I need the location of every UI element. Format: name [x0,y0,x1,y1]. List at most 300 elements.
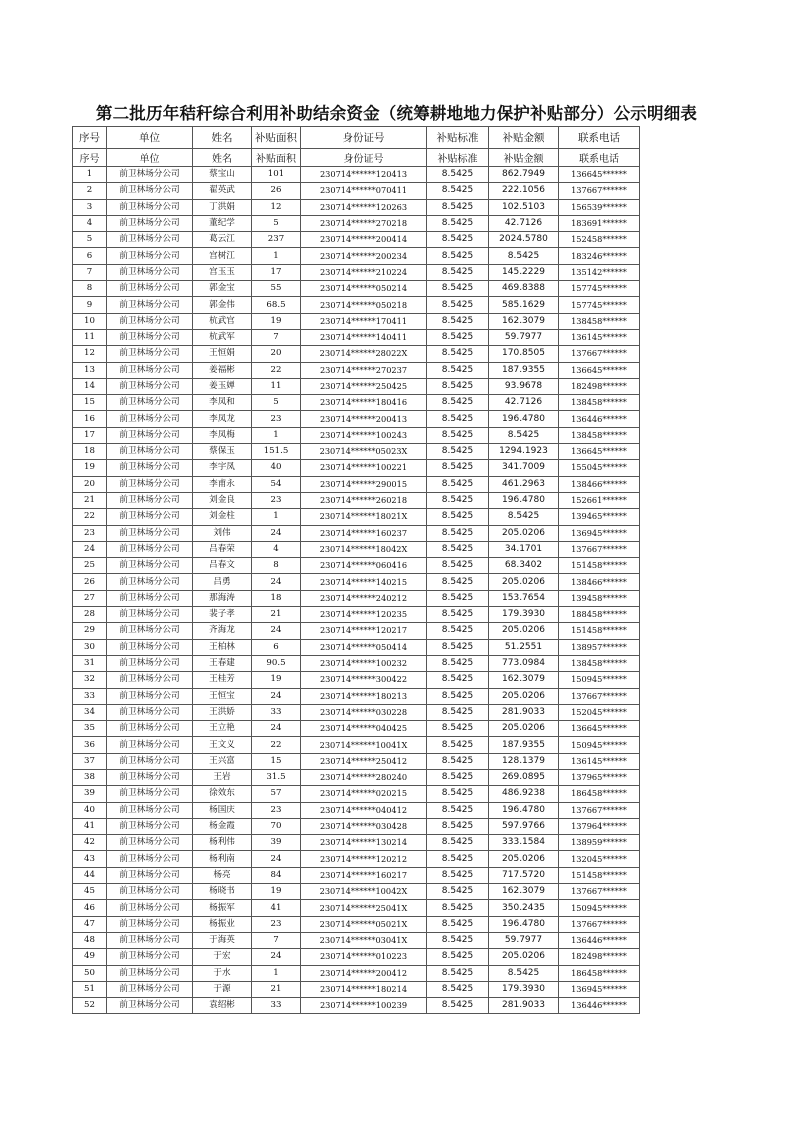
phone-cell: 136446****** [559,411,640,427]
id-number-cell: 230714******18021X [301,509,427,525]
row-number-cell: 17 [73,427,107,443]
standard-cell: 8.5425 [427,867,489,883]
row-number-cell: 4 [73,215,107,231]
table-row [73,981,640,997]
name-cell: 齐海龙 [193,623,252,639]
amount-cell: 773.0984 [489,655,559,671]
table-row [73,655,640,671]
id-number-cell: 230714******120263 [301,199,427,215]
standard-cell: 8.5425 [427,802,489,818]
id-number-cell: 230714******050214 [301,281,427,297]
name-cell: 李凤梅 [193,427,252,443]
row-number-cell: 18 [73,444,107,460]
name-cell: 于宏 [193,949,252,965]
unit-cell: 前卫林场分公司 [107,346,193,362]
area-cell: 26 [252,183,301,199]
standard-cell: 8.5425 [427,574,489,590]
table-row [73,264,640,280]
phone-cell: 136645****** [559,721,640,737]
area-cell: 33 [252,998,301,1014]
table-row [73,672,640,688]
phone-cell: 136446****** [559,932,640,948]
table-row [73,704,640,720]
row-number-cell: 41 [73,818,107,834]
name-cell: 蔡保玉 [193,444,252,460]
standard-cell: 8.5425 [427,232,489,248]
header-cell: 身份证号 [301,149,427,167]
id-number-cell: 230714******270237 [301,362,427,378]
header-cell: 补贴金额 [489,149,559,167]
id-number-cell: 230714******180416 [301,395,427,411]
area-cell: 24 [252,688,301,704]
amount-cell: 341.7009 [489,460,559,476]
id-number-cell: 230714******020215 [301,786,427,802]
id-number-cell: 230714******28022X [301,346,427,362]
header-cell: 补贴面积 [252,149,301,167]
phone-cell: 137667****** [559,884,640,900]
table-row [73,753,640,769]
unit-cell: 前卫林场分公司 [107,704,193,720]
name-cell: 杨利南 [193,851,252,867]
standard-cell: 8.5425 [427,753,489,769]
row-number-cell: 15 [73,395,107,411]
name-cell: 王春建 [193,655,252,671]
name-cell: 丁洪娟 [193,199,252,215]
id-number-cell: 230714******300422 [301,672,427,688]
phone-cell: 151458****** [559,623,640,639]
area-cell: 4 [252,541,301,557]
row-number-cell: 9 [73,297,107,313]
amount-cell: 350.2435 [489,900,559,916]
name-cell: 于源 [193,981,252,997]
id-number-cell: 230714******270218 [301,215,427,231]
amount-cell: 205.0206 [489,688,559,704]
amount-cell: 281.9033 [489,998,559,1014]
area-cell: 39 [252,835,301,851]
row-number-cell: 1 [73,167,107,183]
area-cell: 40 [252,460,301,476]
table-row [73,558,640,574]
name-cell: 葛云江 [193,232,252,248]
standard-cell: 8.5425 [427,411,489,427]
id-number-cell: 230714******240212 [301,590,427,606]
area-cell: 24 [252,851,301,867]
row-number-cell: 24 [73,541,107,557]
phone-cell: 138957****** [559,639,640,655]
phone-cell: 151458****** [559,867,640,883]
row-number-cell: 27 [73,590,107,606]
standard-cell: 8.5425 [427,297,489,313]
header-cell: 联系电话 [559,127,640,149]
amount-cell: 196.4780 [489,916,559,932]
unit-cell: 前卫林场分公司 [107,167,193,183]
header-cell: 单位 [107,149,193,167]
row-number-cell: 22 [73,509,107,525]
standard-cell: 8.5425 [427,329,489,345]
row-number-cell: 5 [73,232,107,248]
phone-cell: 138458****** [559,655,640,671]
amount-cell: 205.0206 [489,721,559,737]
standard-cell: 8.5425 [427,444,489,460]
id-number-cell: 230714******160217 [301,867,427,883]
row-number-cell: 31 [73,655,107,671]
table-row [73,378,640,394]
standard-cell: 8.5425 [427,248,489,264]
name-cell: 于海英 [193,932,252,948]
standard-cell: 8.5425 [427,916,489,932]
area-cell: 21 [252,607,301,623]
name-cell: 宫玉玉 [193,264,252,280]
unit-cell: 前卫林场分公司 [107,867,193,883]
unit-cell: 前卫林场分公司 [107,313,193,329]
table-row [73,835,640,851]
header-cell: 序号 [73,127,107,149]
area-cell: 23 [252,492,301,508]
header-cell: 补贴金额 [489,127,559,149]
unit-cell: 前卫林场分公司 [107,492,193,508]
phone-cell: 150945****** [559,737,640,753]
phone-cell: 138458****** [559,427,640,443]
area-cell: 20 [252,346,301,362]
standard-cell: 8.5425 [427,851,489,867]
id-number-cell: 230714******050218 [301,297,427,313]
name-cell: 王桂芳 [193,672,252,688]
table-row [73,248,640,264]
phone-cell: 137667****** [559,183,640,199]
amount-cell: 162.3079 [489,672,559,688]
table-row [73,444,640,460]
amount-cell: 281.9033 [489,704,559,720]
row-number-cell: 21 [73,492,107,508]
amount-cell: 461.2963 [489,476,559,492]
unit-cell: 前卫林场分公司 [107,900,193,916]
row-number-cell: 32 [73,672,107,688]
name-cell: 杨振业 [193,916,252,932]
name-cell: 吕勇 [193,574,252,590]
header-row-repeat [73,149,640,167]
id-number-cell: 230714******200234 [301,248,427,264]
name-cell: 杨国庆 [193,802,252,818]
phone-cell: 136645****** [559,362,640,378]
row-number-cell: 7 [73,264,107,280]
id-number-cell: 230714******200413 [301,411,427,427]
row-number-cell: 3 [73,199,107,215]
area-cell: 5 [252,395,301,411]
unit-cell: 前卫林场分公司 [107,558,193,574]
name-cell: 那海涛 [193,590,252,606]
unit-cell: 前卫林场分公司 [107,444,193,460]
unit-cell: 前卫林场分公司 [107,835,193,851]
area-cell: 18 [252,590,301,606]
id-number-cell: 230714******180213 [301,688,427,704]
unit-cell: 前卫林场分公司 [107,395,193,411]
header-cell: 姓名 [193,149,252,167]
area-cell: 55 [252,281,301,297]
phone-cell: 136145****** [559,329,640,345]
row-number-cell: 33 [73,688,107,704]
header-row [73,127,640,149]
unit-cell: 前卫林场分公司 [107,199,193,215]
unit-cell: 前卫林场分公司 [107,215,193,231]
table-row [73,167,640,183]
table-row [73,721,640,737]
table-row [73,460,640,476]
area-cell: 21 [252,981,301,997]
standard-cell: 8.5425 [427,769,489,785]
phone-cell: 136945****** [559,525,640,541]
phone-cell: 139465****** [559,509,640,525]
phone-cell: 137965****** [559,769,640,785]
area-cell: 19 [252,313,301,329]
name-cell: 裴子孝 [193,607,252,623]
table-row [73,639,640,655]
unit-cell: 前卫林场分公司 [107,460,193,476]
amount-cell: 486.9238 [489,786,559,802]
standard-cell: 8.5425 [427,167,489,183]
subsidy-table [72,126,640,1014]
standard-cell: 8.5425 [427,525,489,541]
row-number-cell: 48 [73,932,107,948]
table-row [73,476,640,492]
id-number-cell: 230714******100232 [301,655,427,671]
header-cell: 身份证号 [301,127,427,149]
table-row [73,362,640,378]
unit-cell: 前卫林场分公司 [107,932,193,948]
name-cell: 刘金柱 [193,509,252,525]
table-row [73,525,640,541]
area-cell: 19 [252,884,301,900]
unit-cell: 前卫林场分公司 [107,655,193,671]
unit-cell: 前卫林场分公司 [107,639,193,655]
phone-cell: 137964****** [559,818,640,834]
area-cell: 84 [252,867,301,883]
name-cell: 蔡宝山 [193,167,252,183]
name-cell: 宫树江 [193,248,252,264]
table-row [73,688,640,704]
row-number-cell: 10 [73,313,107,329]
standard-cell: 8.5425 [427,558,489,574]
table-row [73,607,640,623]
area-cell: 101 [252,167,301,183]
amount-cell: 59.7977 [489,329,559,345]
amount-cell: 469.8388 [489,281,559,297]
id-number-cell: 230714******030428 [301,818,427,834]
unit-cell: 前卫林场分公司 [107,916,193,932]
name-cell: 李宇凤 [193,460,252,476]
area-cell: 8 [252,558,301,574]
standard-cell: 8.5425 [427,395,489,411]
phone-cell: 137667****** [559,916,640,932]
row-number-cell: 6 [73,248,107,264]
standard-cell: 8.5425 [427,737,489,753]
phone-cell: 157745****** [559,297,640,313]
row-number-cell: 45 [73,884,107,900]
row-number-cell: 34 [73,704,107,720]
unit-cell: 前卫林场分公司 [107,476,193,492]
area-cell: 23 [252,411,301,427]
row-number-cell: 43 [73,851,107,867]
area-cell: 1 [252,509,301,525]
amount-cell: 222.1056 [489,183,559,199]
standard-cell: 8.5425 [427,932,489,948]
area-cell: 24 [252,949,301,965]
table-row [73,916,640,932]
table-row [73,281,640,297]
unit-cell: 前卫林场分公司 [107,329,193,345]
area-cell: 33 [252,704,301,720]
area-cell: 11 [252,378,301,394]
row-number-cell: 47 [73,916,107,932]
unit-cell: 前卫林场分公司 [107,998,193,1014]
unit-cell: 前卫林场分公司 [107,672,193,688]
table-row [73,932,640,948]
amount-cell: 8.5425 [489,965,559,981]
name-cell: 杭武军 [193,329,252,345]
row-number-cell: 49 [73,949,107,965]
standard-cell: 8.5425 [427,346,489,362]
area-cell: 6 [252,639,301,655]
amount-cell: 102.5103 [489,199,559,215]
name-cell: 吕春荣 [193,541,252,557]
header-cell: 补贴标准 [427,127,489,149]
name-cell: 杨亮 [193,867,252,883]
area-cell: 22 [252,737,301,753]
amount-cell: 196.4780 [489,411,559,427]
area-cell: 1 [252,965,301,981]
id-number-cell: 230714******05023X [301,444,427,460]
area-cell: 24 [252,721,301,737]
standard-cell: 8.5425 [427,607,489,623]
phone-cell: 152045****** [559,704,640,720]
unit-cell: 前卫林场分公司 [107,574,193,590]
id-number-cell: 230714******160237 [301,525,427,541]
id-number-cell: 230714******200414 [301,232,427,248]
phone-cell: 186458****** [559,786,640,802]
id-number-cell: 230714******120212 [301,851,427,867]
standard-cell: 8.5425 [427,460,489,476]
id-number-cell: 230714******25041X [301,900,427,916]
phone-cell: 138466****** [559,476,640,492]
standard-cell: 8.5425 [427,281,489,297]
amount-cell: 68.3402 [489,558,559,574]
header-cell: 补贴面积 [252,127,301,149]
row-number-cell: 35 [73,721,107,737]
id-number-cell: 230714******100221 [301,460,427,476]
unit-cell: 前卫林场分公司 [107,590,193,606]
area-cell: 7 [252,932,301,948]
amount-cell: 205.0206 [489,525,559,541]
table-row [73,949,640,965]
amount-cell: 597.9766 [489,818,559,834]
row-number-cell: 46 [73,900,107,916]
header-cell: 姓名 [193,127,252,149]
unit-cell: 前卫林场分公司 [107,623,193,639]
standard-cell: 8.5425 [427,949,489,965]
id-number-cell: 230714******18042X [301,541,427,557]
name-cell: 李甫永 [193,476,252,492]
unit-cell: 前卫林场分公司 [107,786,193,802]
unit-cell: 前卫林场分公司 [107,509,193,525]
standard-cell: 8.5425 [427,199,489,215]
row-number-cell: 12 [73,346,107,362]
unit-cell: 前卫林场分公司 [107,541,193,557]
name-cell: 杨利伟 [193,835,252,851]
amount-cell: 128.1379 [489,753,559,769]
amount-cell: 196.4780 [489,492,559,508]
unit-cell: 前卫林场分公司 [107,965,193,981]
id-number-cell: 230714******120217 [301,623,427,639]
unit-cell: 前卫林场分公司 [107,281,193,297]
id-number-cell: 230714******260218 [301,492,427,508]
row-number-cell: 11 [73,329,107,345]
phone-cell: 138458****** [559,395,640,411]
id-number-cell: 230714******250412 [301,753,427,769]
standard-cell: 8.5425 [427,672,489,688]
table-row [73,769,640,785]
phone-cell: 136145****** [559,753,640,769]
standard-cell: 8.5425 [427,818,489,834]
amount-cell: 585.1629 [489,297,559,313]
standard-cell: 8.5425 [427,704,489,720]
row-number-cell: 30 [73,639,107,655]
unit-cell: 前卫林场分公司 [107,851,193,867]
phone-cell: 157745****** [559,281,640,297]
area-cell: 31.5 [252,769,301,785]
row-number-cell: 14 [73,378,107,394]
area-cell: 41 [252,900,301,916]
table-row [73,329,640,345]
standard-cell: 8.5425 [427,215,489,231]
amount-cell: 145.2229 [489,264,559,280]
standard-cell: 8.5425 [427,965,489,981]
table-row [73,851,640,867]
area-cell: 1 [252,427,301,443]
row-number-cell: 29 [73,623,107,639]
id-number-cell: 230714******170411 [301,313,427,329]
phone-cell: 182498****** [559,378,640,394]
amount-cell: 205.0206 [489,574,559,590]
table-row [73,802,640,818]
area-cell: 5 [252,215,301,231]
name-cell: 于水 [193,965,252,981]
amount-cell: 170.8505 [489,346,559,362]
amount-cell: 187.9355 [489,362,559,378]
name-cell: 王柏林 [193,639,252,655]
area-cell: 15 [252,753,301,769]
header-cell: 单位 [107,127,193,149]
header-cell: 序号 [73,149,107,167]
name-cell: 王恒宝 [193,688,252,704]
unit-cell: 前卫林场分公司 [107,981,193,997]
unit-cell: 前卫林场分公司 [107,949,193,965]
name-cell: 姜福彬 [193,362,252,378]
row-number-cell: 2 [73,183,107,199]
phone-cell: 137667****** [559,688,640,704]
phone-cell: 132045****** [559,851,640,867]
table-row [73,509,640,525]
unit-cell: 前卫林场分公司 [107,737,193,753]
standard-cell: 8.5425 [427,362,489,378]
id-number-cell: 230714******050414 [301,639,427,655]
row-number-cell: 42 [73,835,107,851]
unit-cell: 前卫林场分公司 [107,607,193,623]
standard-cell: 8.5425 [427,378,489,394]
table-row [73,492,640,508]
area-cell: 7 [252,329,301,345]
id-number-cell: 230714******290015 [301,476,427,492]
phone-cell: 155045****** [559,460,640,476]
unit-cell: 前卫林场分公司 [107,525,193,541]
